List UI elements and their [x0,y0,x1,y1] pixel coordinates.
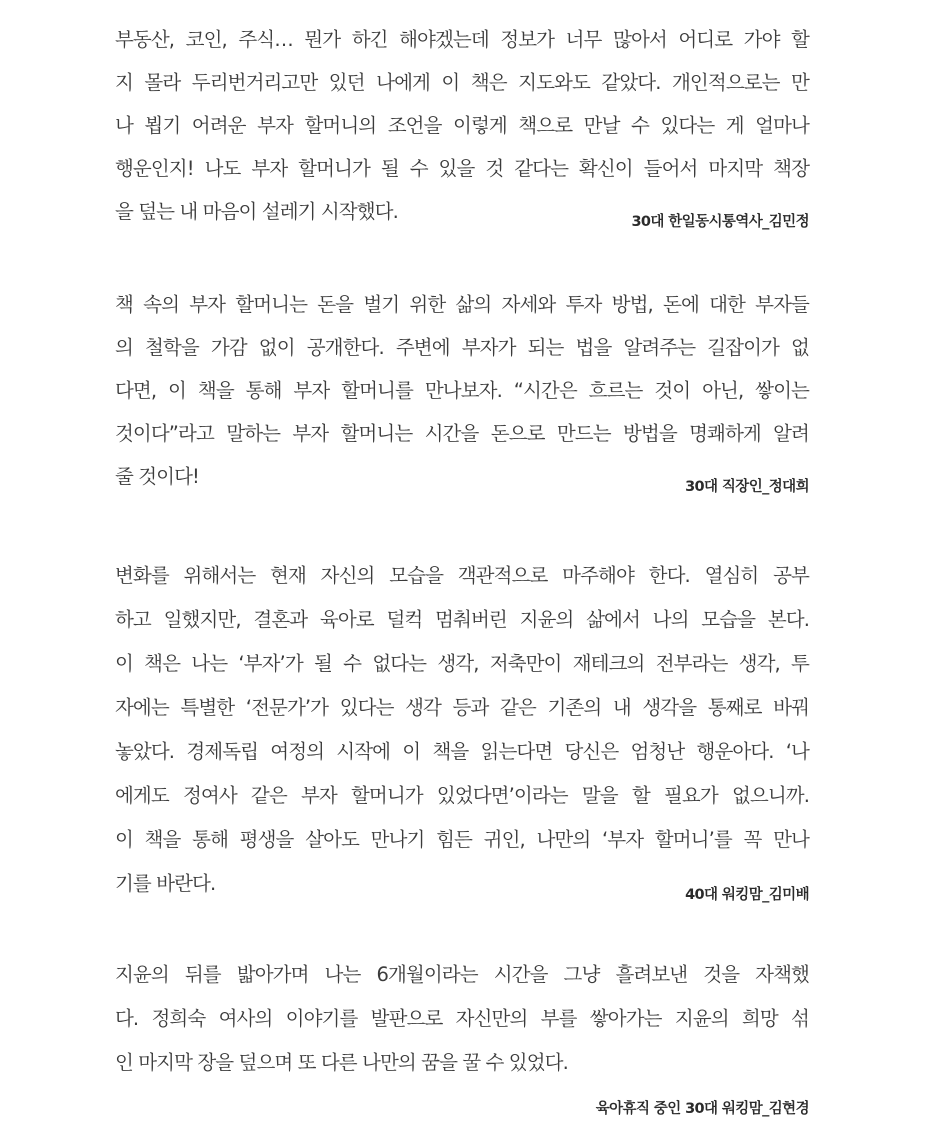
review-text-line: 인 마지막 장을 덮으며 또 다른 나만의 꿈을 꿀 수 있었다. [115,1051,568,1074]
review-text-line: 나 뵙기 어려운 부자 할머니의 조언을 이렇게 책으로 만날 수 있다는 게 얼마나 [115,114,809,137]
review-text-line: 변화를 위해서는 현재 자신의 모습을 객관적으로 마주해야 한다. 열심히 공부 [115,564,809,587]
review-text-line: 에게도 정여사 같은 부자 할머니가 있었다면’이라는 말을 할 필요가 없으니까. [115,784,809,807]
review-text-line: 기를 바란다. [115,872,216,895]
review-text-line: 을 덮는 내 마음이 설레기 시작했다. [115,200,398,223]
review-text-line: 하고 일했지만, 결혼과 육아로 덜컥 멈춰버린 지윤의 삶에서 나의 모습을 본다. [115,608,809,631]
review-text-line: 놓았다. 경제독립 여정의 시작에 이 책을 읽는다면 당신은 엄청난 행운아다. ‘나 [115,740,809,763]
review-text-line: 책 속의 부자 할머니는 돈을 벌기 위한 삶의 자세와 투자 방법, 돈에 대한 부자들 [115,293,809,316]
review-text-line: 것이다”라고 말하는 부자 할머니는 시간을 돈으로 만드는 방법을 명쾌하게 알려 [115,422,809,445]
review-text-line: 부동산, 코인, 주식… 뭔가 하긴 해야겠는데 정보가 너무 많아서 어디로 가야 할 [115,28,809,51]
review-author: 40대 워킹맘_김미배 [685,887,809,903]
review-author: 30대 직장인_정대희 [685,479,809,495]
review-author: 육아휴직 중인 30대 워킹맘_김현경 [595,1101,809,1117]
review-text-line: 이 책은 나는 ‘부자’가 될 수 없다는 생각, 저축만이 재테크의 전부라는 생각, 투 [115,652,809,675]
review-text-line: 줄 것이다! [115,465,199,488]
review-text-line: 다면, 이 책을 통해 부자 할머니를 만나보자. “시간은 흐르는 것이 아닌, 쌓이는 [115,379,809,402]
review-author: 30대 한일동시통역사_김민정 [631,214,809,230]
review-text-line: 다. 정희숙 여사의 이야기를 발판으로 자신만의 부를 쌓아가는 지윤의 희망 섞 [115,1007,809,1030]
review-text-line: 이 책을 통해 평생을 살아도 만나기 힘든 귀인, 나만의 ‘부자 할머니’를 꼭 만나 [115,828,809,851]
review-text-line: 행운인지! 나도 부자 할머니가 될 수 있을 것 같다는 확신이 들어서 마지막 책장 [115,157,810,180]
review-text-line: 자에는 특별한 ‘전문가’가 있다는 생각 등과 같은 기존의 내 생각을 통째로 바꿔 [115,696,809,719]
review-text-line: 의 철학을 가감 없이 공개한다. 주변에 부자가 되는 법을 알려주는 길잡이가 없 [115,336,809,359]
review-text-line: 지 몰라 두리번거리고만 있던 나에게 이 책은 지도와도 같았다. 개인적으로는 만 [115,71,809,94]
review-text-line: 지윤의 뒤를 밟아가며 나는 6개월이라는 시간을 그냥 흘려보낸 것을 자책했 [115,963,809,986]
